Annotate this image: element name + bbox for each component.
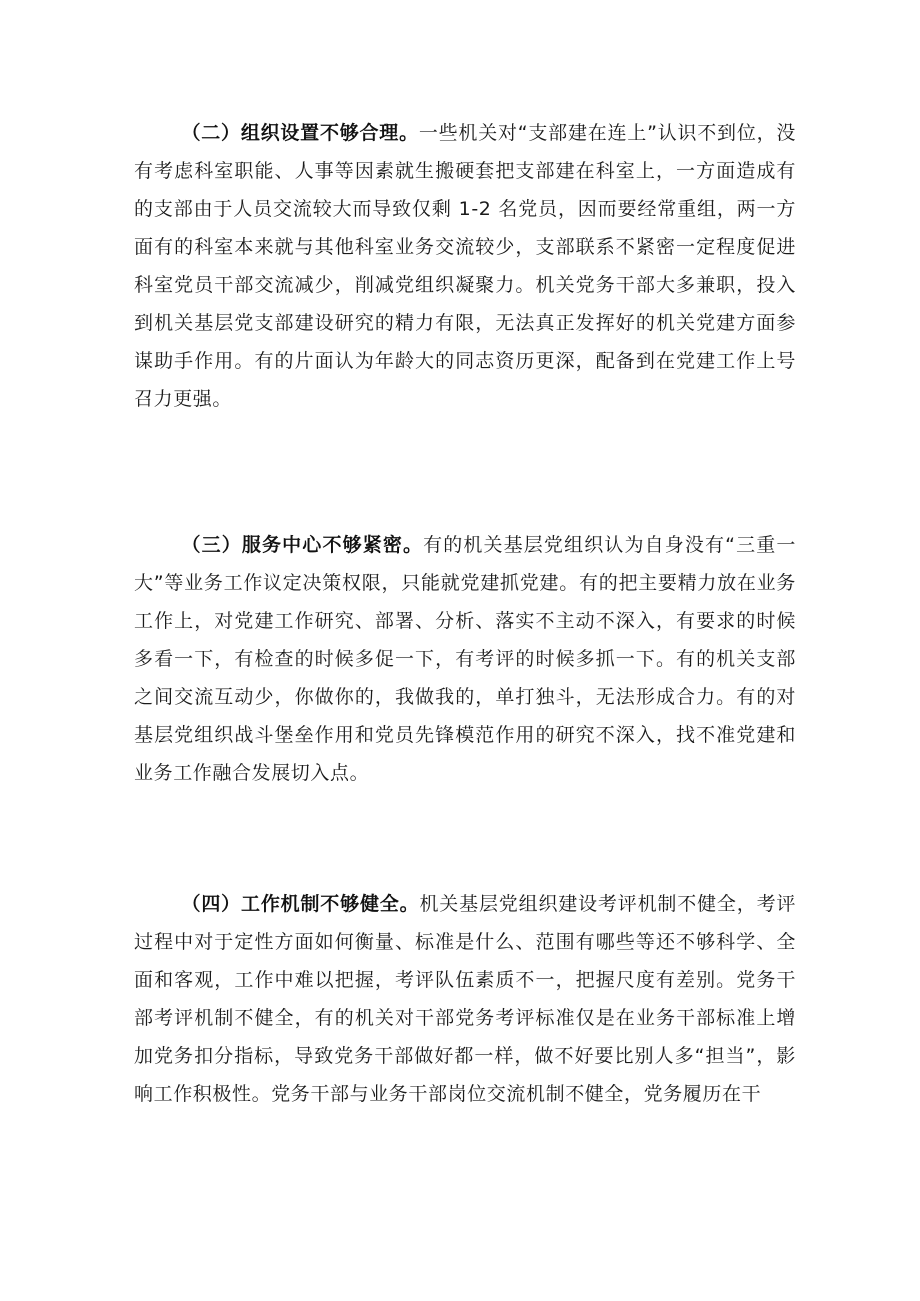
paragraph-heading: （二）组织设置不够合理。 (181, 122, 419, 144)
paragraph-body: 一些机关对“支部建在连上”认识不到位，没有考虑科室职能、人事等因素就生搬硬套把支部建在科室上，一方面造成有的支部由于人员交流较大而导致仅剩 1-2 名党员，因而要经常重组，两一方面有的科室本来就与其他科室业务交流较少，支部联系不紧密一定程度促进科室党员干部交流减少，削减党组织凝聚力。机关党务干部大多兼职，投入到机关基层党支部建设研究的精力有限，无法真正发挥好的机关党建方面参谋助手作用。有的片面认为年龄大的同志资历更深，配备到在党建工作上号召力更强。 (134, 122, 797, 410)
paragraph-organization-setup (134, 114, 796, 418)
paragraph-body: 有的机关基层党组织认为自身没有“三重一大”等业务工作议定决策权限，只能就党建抓党建。有的把主要精力放在业务工作上，对党建工作研究、部署、分析、落实不主动不深入，有要求的时候多看一下，有检查的时候多促一下，有考评的时候多抓一下。有的机关支部之间交流互动少，你做你的，我做我的，单打独斗，无法形成合力。有的对基层党组织战斗堡垒作用和党员先锋模范作用的研究不深入，找不准党建和业务工作融合发展切入点。 (134, 534, 796, 784)
paragraph-heading: （三）服务中心不够紧密。 (181, 534, 424, 556)
paragraph-service-center (134, 526, 796, 792)
paragraph-work-mechanism (134, 885, 796, 1113)
paragraph-heading: （四）工作机制不够健全。 (181, 893, 420, 915)
paragraph-body: 机关基层党组织建设考评机制不健全，考评过程中对于定性方面如何衡量、标准是什么、范围有哪些等还不够科学、全面和客观，工作中难以把握，考评队伍素质不一，把握尺度有差别。党务干部考评机制不健全，有的机关对干部党务考评标准仅是在业务干部标准上增加党务扣分指标，导致党务干部做好都一样，做不好要比别人多“担当”，影响工作积极性。党务干部与业务干部岗位交流机制不健全，党务履历在干 (134, 893, 797, 1105)
